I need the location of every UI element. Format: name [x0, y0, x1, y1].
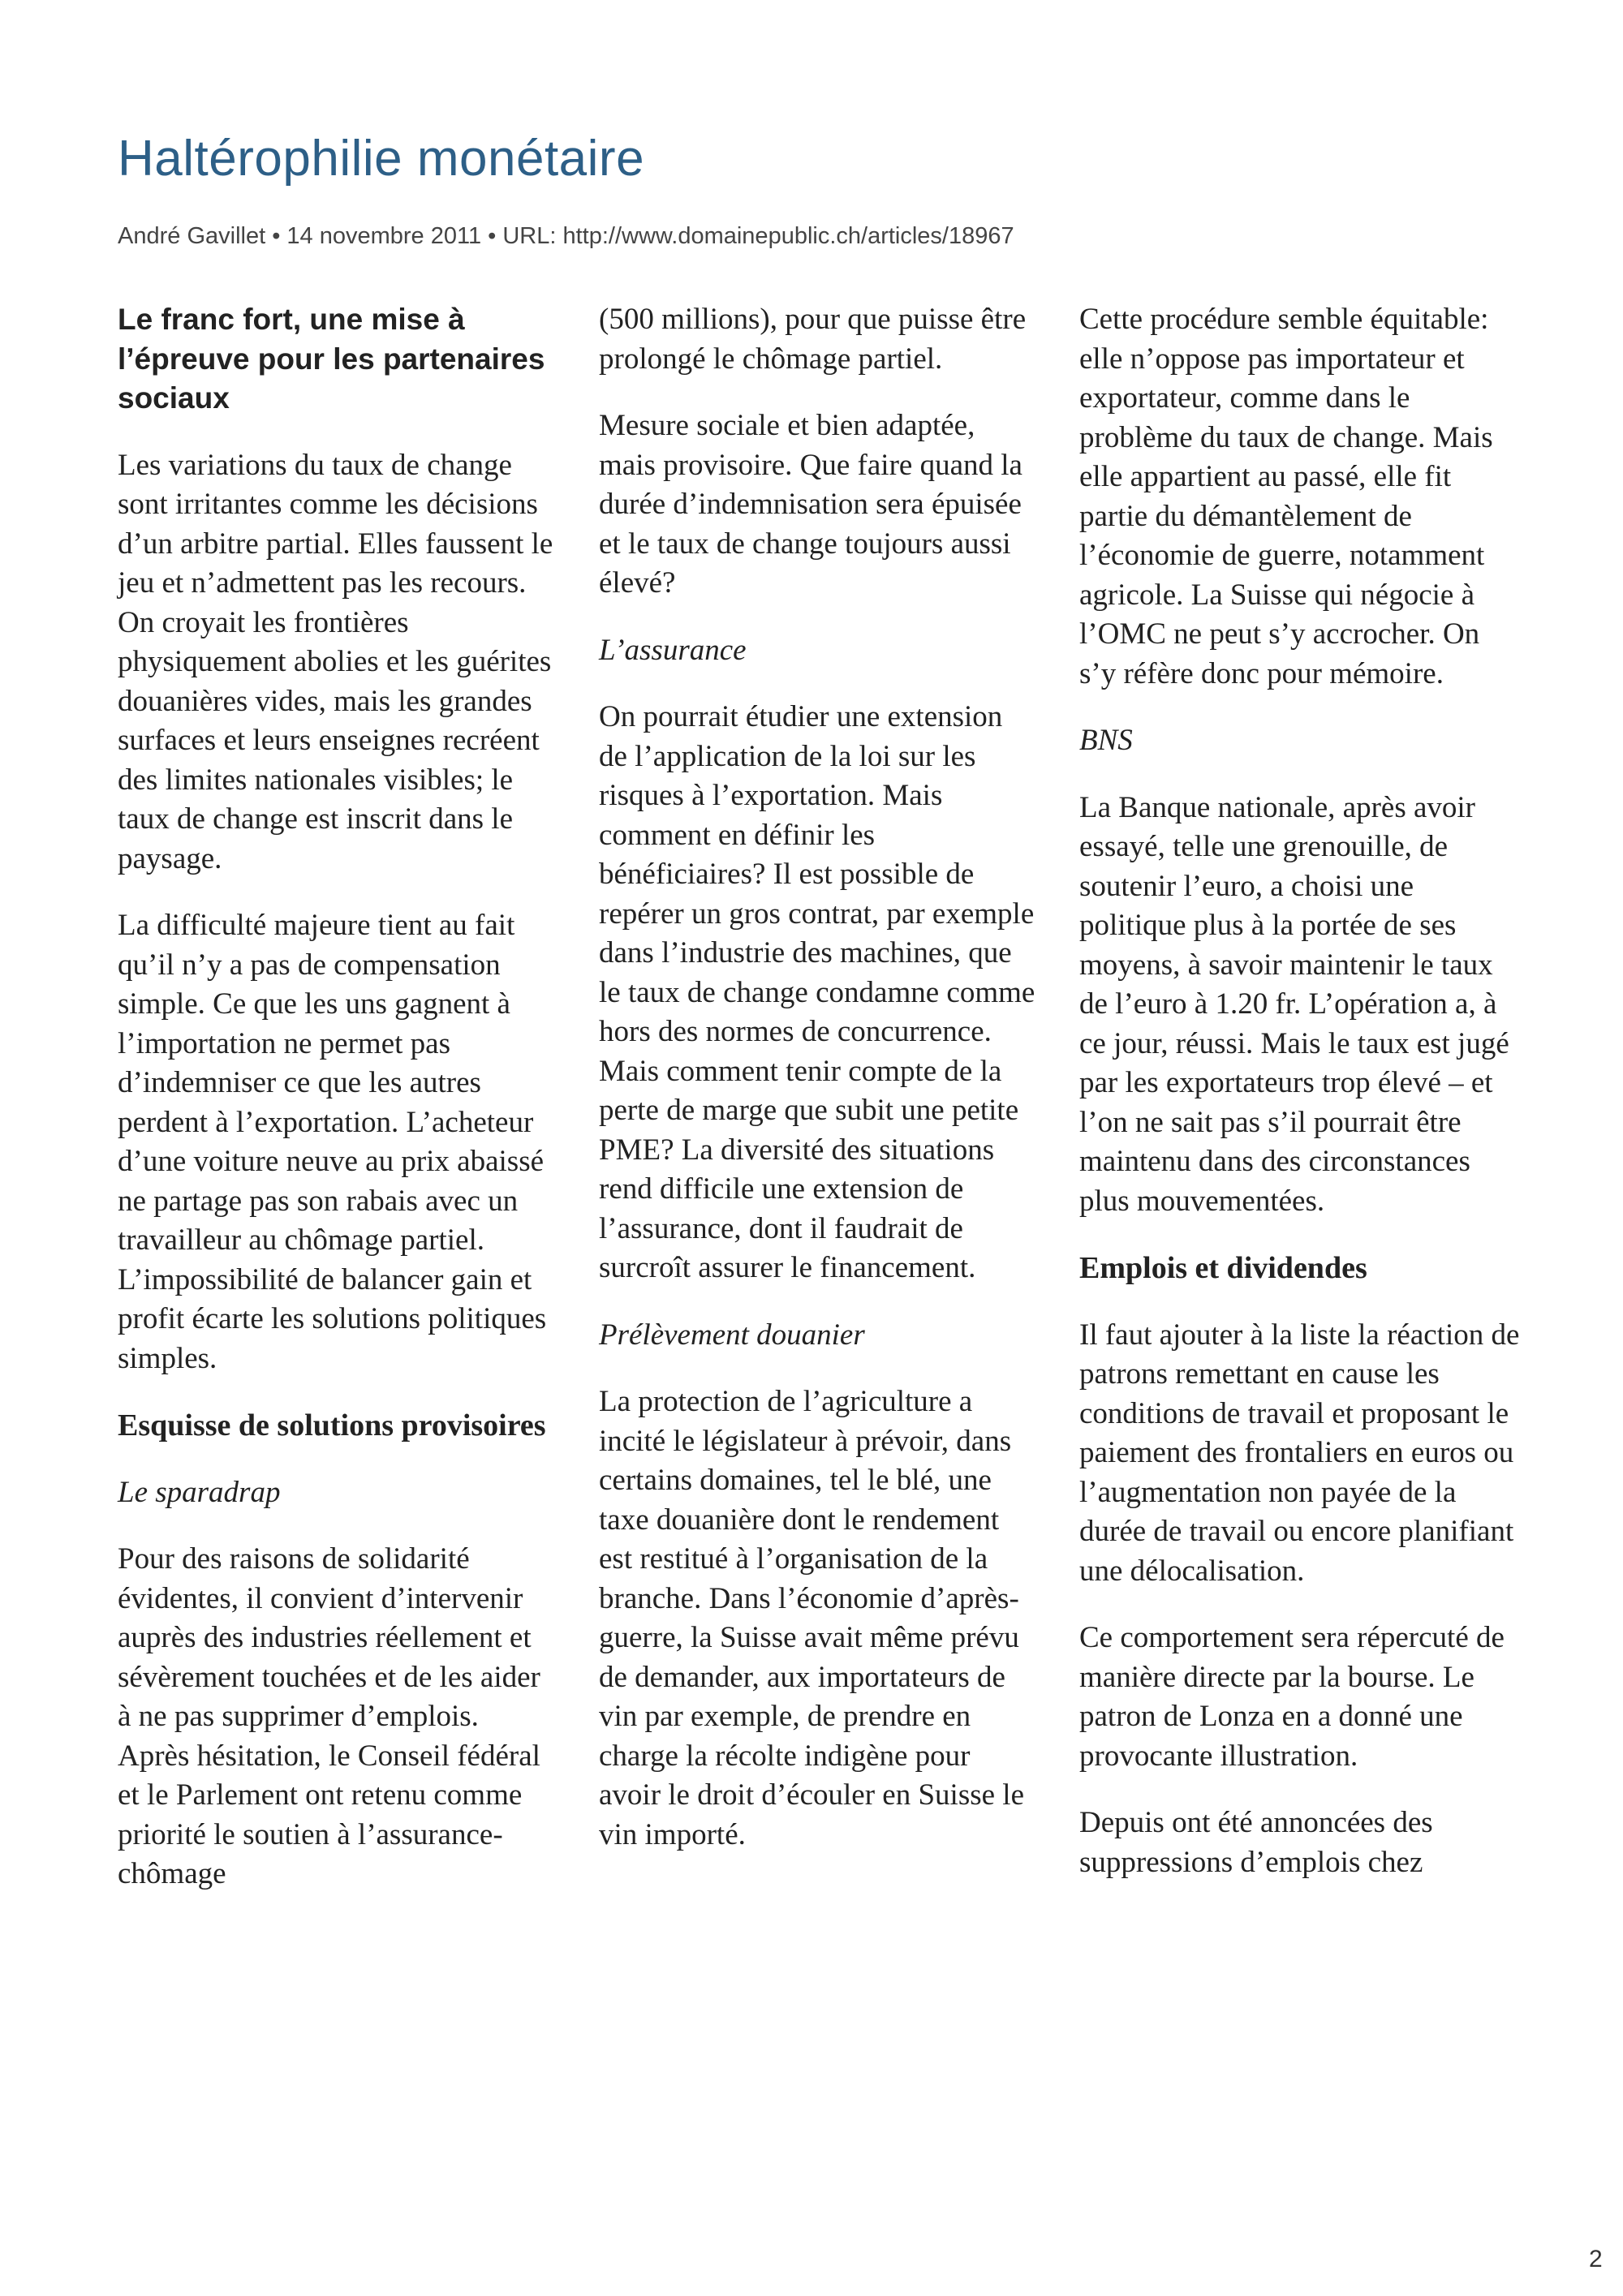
- subsection-heading: Le sparadrap: [118, 1475, 281, 1509]
- paragraph: Les variations du taux de change sont irritantes comme les décisions d’un arbitre partial. Elles faussent le jeu et n’admettent pas les recours. On croyait les frontières physiquement abolies et les guérites douanières vides, mais les grandes surfaces et leurs enseignes recréent des limites nationales visibles; le taux de change est inscrit dans le paysage.: [118, 448, 553, 875]
- paragraph: Il faut ajouter à la liste la réaction de patrons remettant en cause les conditions de travail et proposant le paiement des frontaliers en euros ou l’augmentation non payée de la durée de travail ou encore planifiant une délocalisation.: [1079, 1318, 1520, 1588]
- paragraph: Cette procédure semble équitable: elle n’oppose pas importateur et exportateur, comme dans le problème du taux de change. Mais elle appartient au passé, elle fit partie du démantèlement de l’économie de guerre, notamment agricole. La Suisse qui négocie à l’OMC ne peut s’y accrocher. On s’y réfère donc pour mémoire.: [1079, 303, 1493, 690]
- subsection-heading: Prélèvement douanier: [599, 1318, 865, 1352]
- paragraph: La Banque nationale, après avoir essayé, telle une grenouille, de soutenir l’euro, a choisi une politique plus à la portée de ses moyens, à savoir maintenir le taux de l’euro à 1.20 fr. L’opération a, à ce jour, réussi. Mais le taux est jugé par les exportateurs trop élevé – et l’on ne sait pas s’il pourrait être maintenu dans des circonstances plus mouvementées.: [1079, 790, 1509, 1218]
- paragraph: Ce comportement sera répercuté de manière directe par la bourse. Le patron de Lonza en a donné une provocante illustration.: [1079, 1621, 1505, 1773]
- paragraph: La difficulté majeure tient au fait qu’il n’y a pas de compensation simple. Ce que les uns gagnent à l’importation ne permet pas d’indemniser ce que les autres perdent à l’exportation. L’acheteur d’une voiture neuve au prix abaissé ne partage pas son rabais avec un travailleur au chômage partiel. L’impossibilité de balancer gain et profit écarte les solutions politiques simples.: [118, 909, 547, 1375]
- article-byline: André Gavillet • 14 novembre 2011 • URL: http://www.domainepublic.ch/articles/18967: [118, 223, 1014, 249]
- column-1: [118, 300, 556, 1922]
- column-3: [1079, 300, 1522, 1910]
- section-heading: Esquisse de solutions provisoires: [118, 1408, 546, 1443]
- paragraph: (500 millions), pour que puisse être prolongé le chômage partiel.: [599, 303, 1027, 376]
- page-number: 2: [1589, 2246, 1603, 2272]
- article-title: Haltérophilie monétaire: [118, 131, 645, 187]
- subsection-heading: BNS: [1079, 724, 1133, 757]
- section-heading: Le franc fort, une mise à l’épreuve pour les partenaires sociaux: [118, 303, 545, 415]
- paragraph: Depuis ont été annoncées des suppressions d’emplois chez: [1079, 1806, 1433, 1879]
- paragraph: Pour des raisons de solidarité évidentes, il convient d’intervenir auprès des industries réellement et sévèrement touchées et de les aider à ne pas supprimer d’emplois. Après hésitation, le Conseil fédéral et le Parlement ont retenu comme priorité le soutien à l’assurance-chômage: [118, 1542, 540, 1890]
- section-heading: Emplois et dividendes: [1079, 1251, 1367, 1285]
- subsection-heading: L’assurance: [599, 633, 747, 667]
- column-2: [599, 300, 1037, 1882]
- paragraph: Mesure sociale et bien adaptée, mais provisoire. Que faire quand la durée d’indemnisation sera épuisée et le taux de change toujours aussi élevé?: [599, 409, 1022, 600]
- paragraph: On pourrait étudier une extension de l’application de la loi sur les risques à l’exportation. Mais comment en définir les bénéficiaires? Il est possible de repérer un gros contrat, par exemple dans l’industrie des machines, que le taux de change condamne comme hors des normes de concurrence. Mais comment tenir compte de la perte de marge que subit une petite PME? La diversité des situations rend difficile une extension de l’assurance, dont il faudrait de surcroît assurer le financement.: [599, 700, 1035, 1284]
- paragraph: La protection de l’agriculture a incité le législateur à prévoir, dans certains domaines, tel le blé, une taxe douanière dont le rendement est restitué à l’organisation de la branche. Dans l’économie d’après-guerre, la Suisse avait même prévu de demander, aux importateurs de vin par exemple, de prendre en charge la récolte indigène pour avoir le droit d’écouler en Suisse le vin importé.: [599, 1385, 1024, 1851]
